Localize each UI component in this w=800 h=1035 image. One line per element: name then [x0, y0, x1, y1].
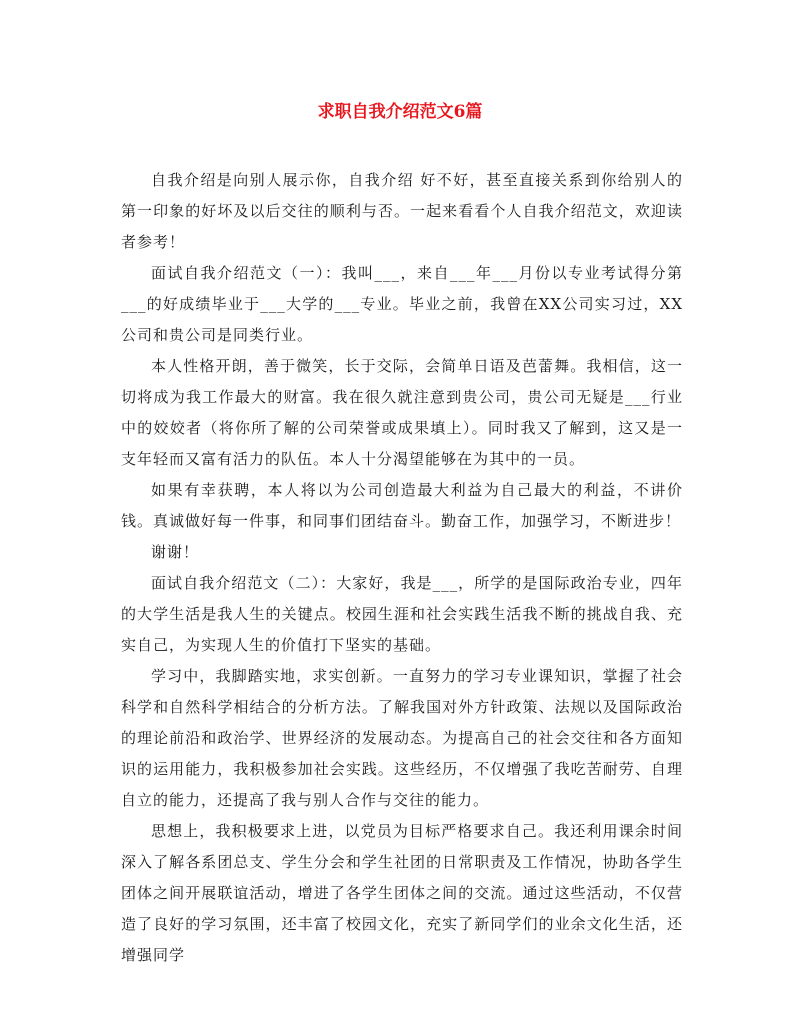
paragraph-intro: 自我介绍是向别人展示你，自我介绍 好不好，甚至直接关系到你给别人的第一印象的好坏及以后交往的顺利与否。一起来看看个人自我介绍范文，欢迎读者参考！	[121, 171, 683, 251]
paragraph-sample-one: 面试自我介绍范文（一）：我叫___，来自___年___月份以专业考试得分第___的好成绩毕业于___大学的___专业。毕业之前，我曾在XX公司实习过，XX公司和贵公司是同类行业。	[121, 264, 683, 344]
paragraph-study: 学习中，我脚踏实地，求实创新。一直努力的学习专业课知识，掌握了社会科学和自然科学相结合的分析方法。了解我国对外方针政策、法规以及国际政治的理论前沿和政治学、世界经济的发展动态。为提高自己的社会交往和各方面知识的运用能力，我积极参加社会实践。这些经历，不仅增强了我吃苦耐劳、自理自立的能力，还提高了我与别人合作与交往的能力。	[121, 667, 683, 809]
page-title: 求职自我介绍范文6篇	[317, 102, 483, 122]
paragraph-thanks: 谢谢！	[151, 543, 200, 561]
paragraph-commitment: 如果有幸获聘，本人将以为公司创造最大利益为自己最大的利益，不讲价钱。真诚做好每一件事，和同事们团结奋斗。勤奋工作，加强学习，不断进步！	[121, 481, 683, 530]
paragraph-thoughts: 思想上，我积极要求上进，以党员为目标严格要求自己。我还利用课余时间深入了解各系团总支、学生分会和学生社团的日常职责及工作情况，协助各学生团体之间开展联谊活动，增进了各学生团体之间的交流。通过这些活动，不仅营造了良好的学习氛围，还丰富了校园文化，充实了新同学们的业余文化生活，还增强同学	[121, 822, 683, 964]
document-body	[121, 165, 683, 971]
paragraph-sample-two: 面试自我介绍范文（二）：大家好，我是___，所学的是国际政治专业，四年的大学生活是我人生的关键点。校园生涯和社会实践生活我不断的挑战自我、充实自己，为实现人生的价值打下坚实的基础。	[121, 574, 683, 654]
paragraph-personality: 本人性格开朗，善于微笑，长于交际，会简单日语及芭蕾舞。我相信，这一切将成为我工作最大的财富。我在很久就注意到贵公司，贵公司无疑是___行业中的姣姣者（将你所了解的公司荣誉或成果填上）。同时我又了解到，这又是一支年轻而又富有活力的队伍。本人十分渴望能够在为其中的一员。	[121, 357, 683, 468]
